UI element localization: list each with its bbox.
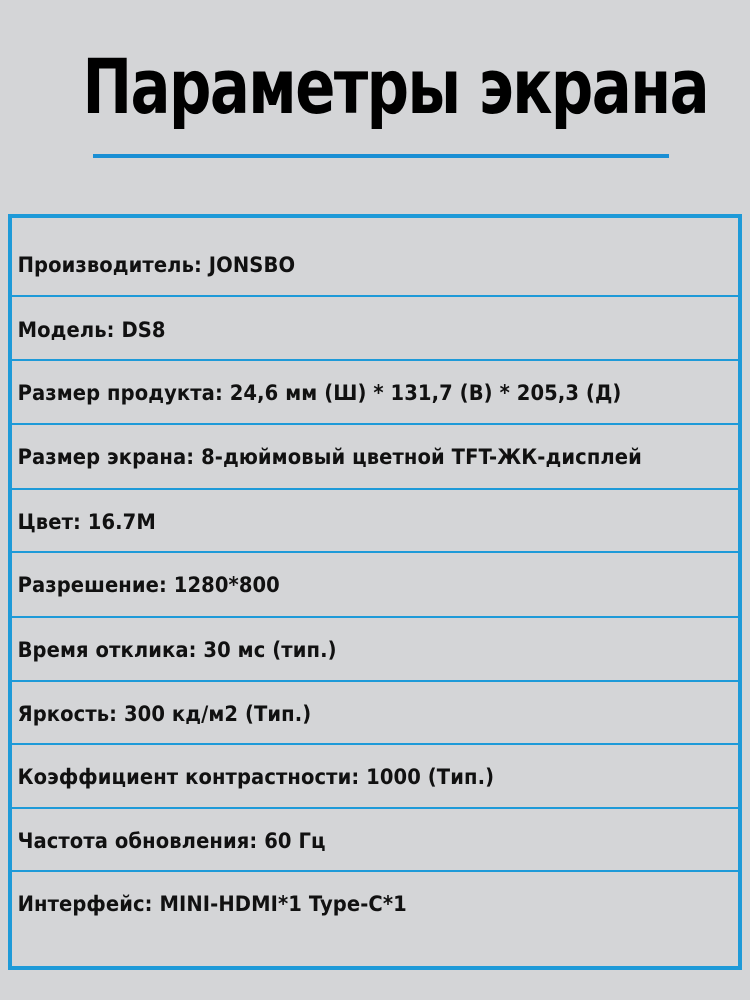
spec-resolution: Разрешение: 1280*800 xyxy=(17,572,280,597)
row-divider xyxy=(12,295,738,297)
page-title: Параметры экрана xyxy=(82,42,709,131)
spec-response-time: Время отклика: 30 мс (тип.) xyxy=(17,637,337,662)
spec-row-color xyxy=(12,490,738,553)
spec-model: Модель: DS8 xyxy=(17,317,166,342)
spec-refresh-rate: Частота обновления: 60 Гц xyxy=(17,828,326,853)
spec-row-model xyxy=(12,298,738,361)
spec-row-product-size xyxy=(12,361,738,424)
spec-row-interface xyxy=(12,872,738,935)
spec-contrast: Коэффициент контрастности: 1000 (Тип.) xyxy=(17,764,495,789)
spec-row-resolution xyxy=(12,553,738,616)
title-underline xyxy=(93,154,669,158)
spec-row-refresh-rate xyxy=(12,809,738,872)
spec-screen-size: Размер экрана: 8-дюймовый цветной TFT-ЖК-дисплей xyxy=(17,444,642,469)
spec-manufacturer: Производитель: JONSBO xyxy=(17,252,296,277)
spec-row-response-time xyxy=(12,618,738,681)
spec-brightness: Яркость: 300 кд/м2 (Тип.) xyxy=(17,701,312,726)
spec-row-manufacturer xyxy=(12,233,738,296)
spec-row-screen-size xyxy=(12,425,738,488)
spec-color: Цвет: 16.7M xyxy=(17,509,156,534)
spec-row-contrast xyxy=(12,745,738,808)
spec-table xyxy=(8,214,742,970)
spec-interface: Интерфейс: MINI-HDMI*1 Type-C*1 xyxy=(17,891,407,916)
spec-product-size: Размер продукта: 24,6 мм (Ш) * 131,7 (В) * 205,3 (Д) xyxy=(17,380,622,405)
spec-row-brightness xyxy=(12,682,738,745)
